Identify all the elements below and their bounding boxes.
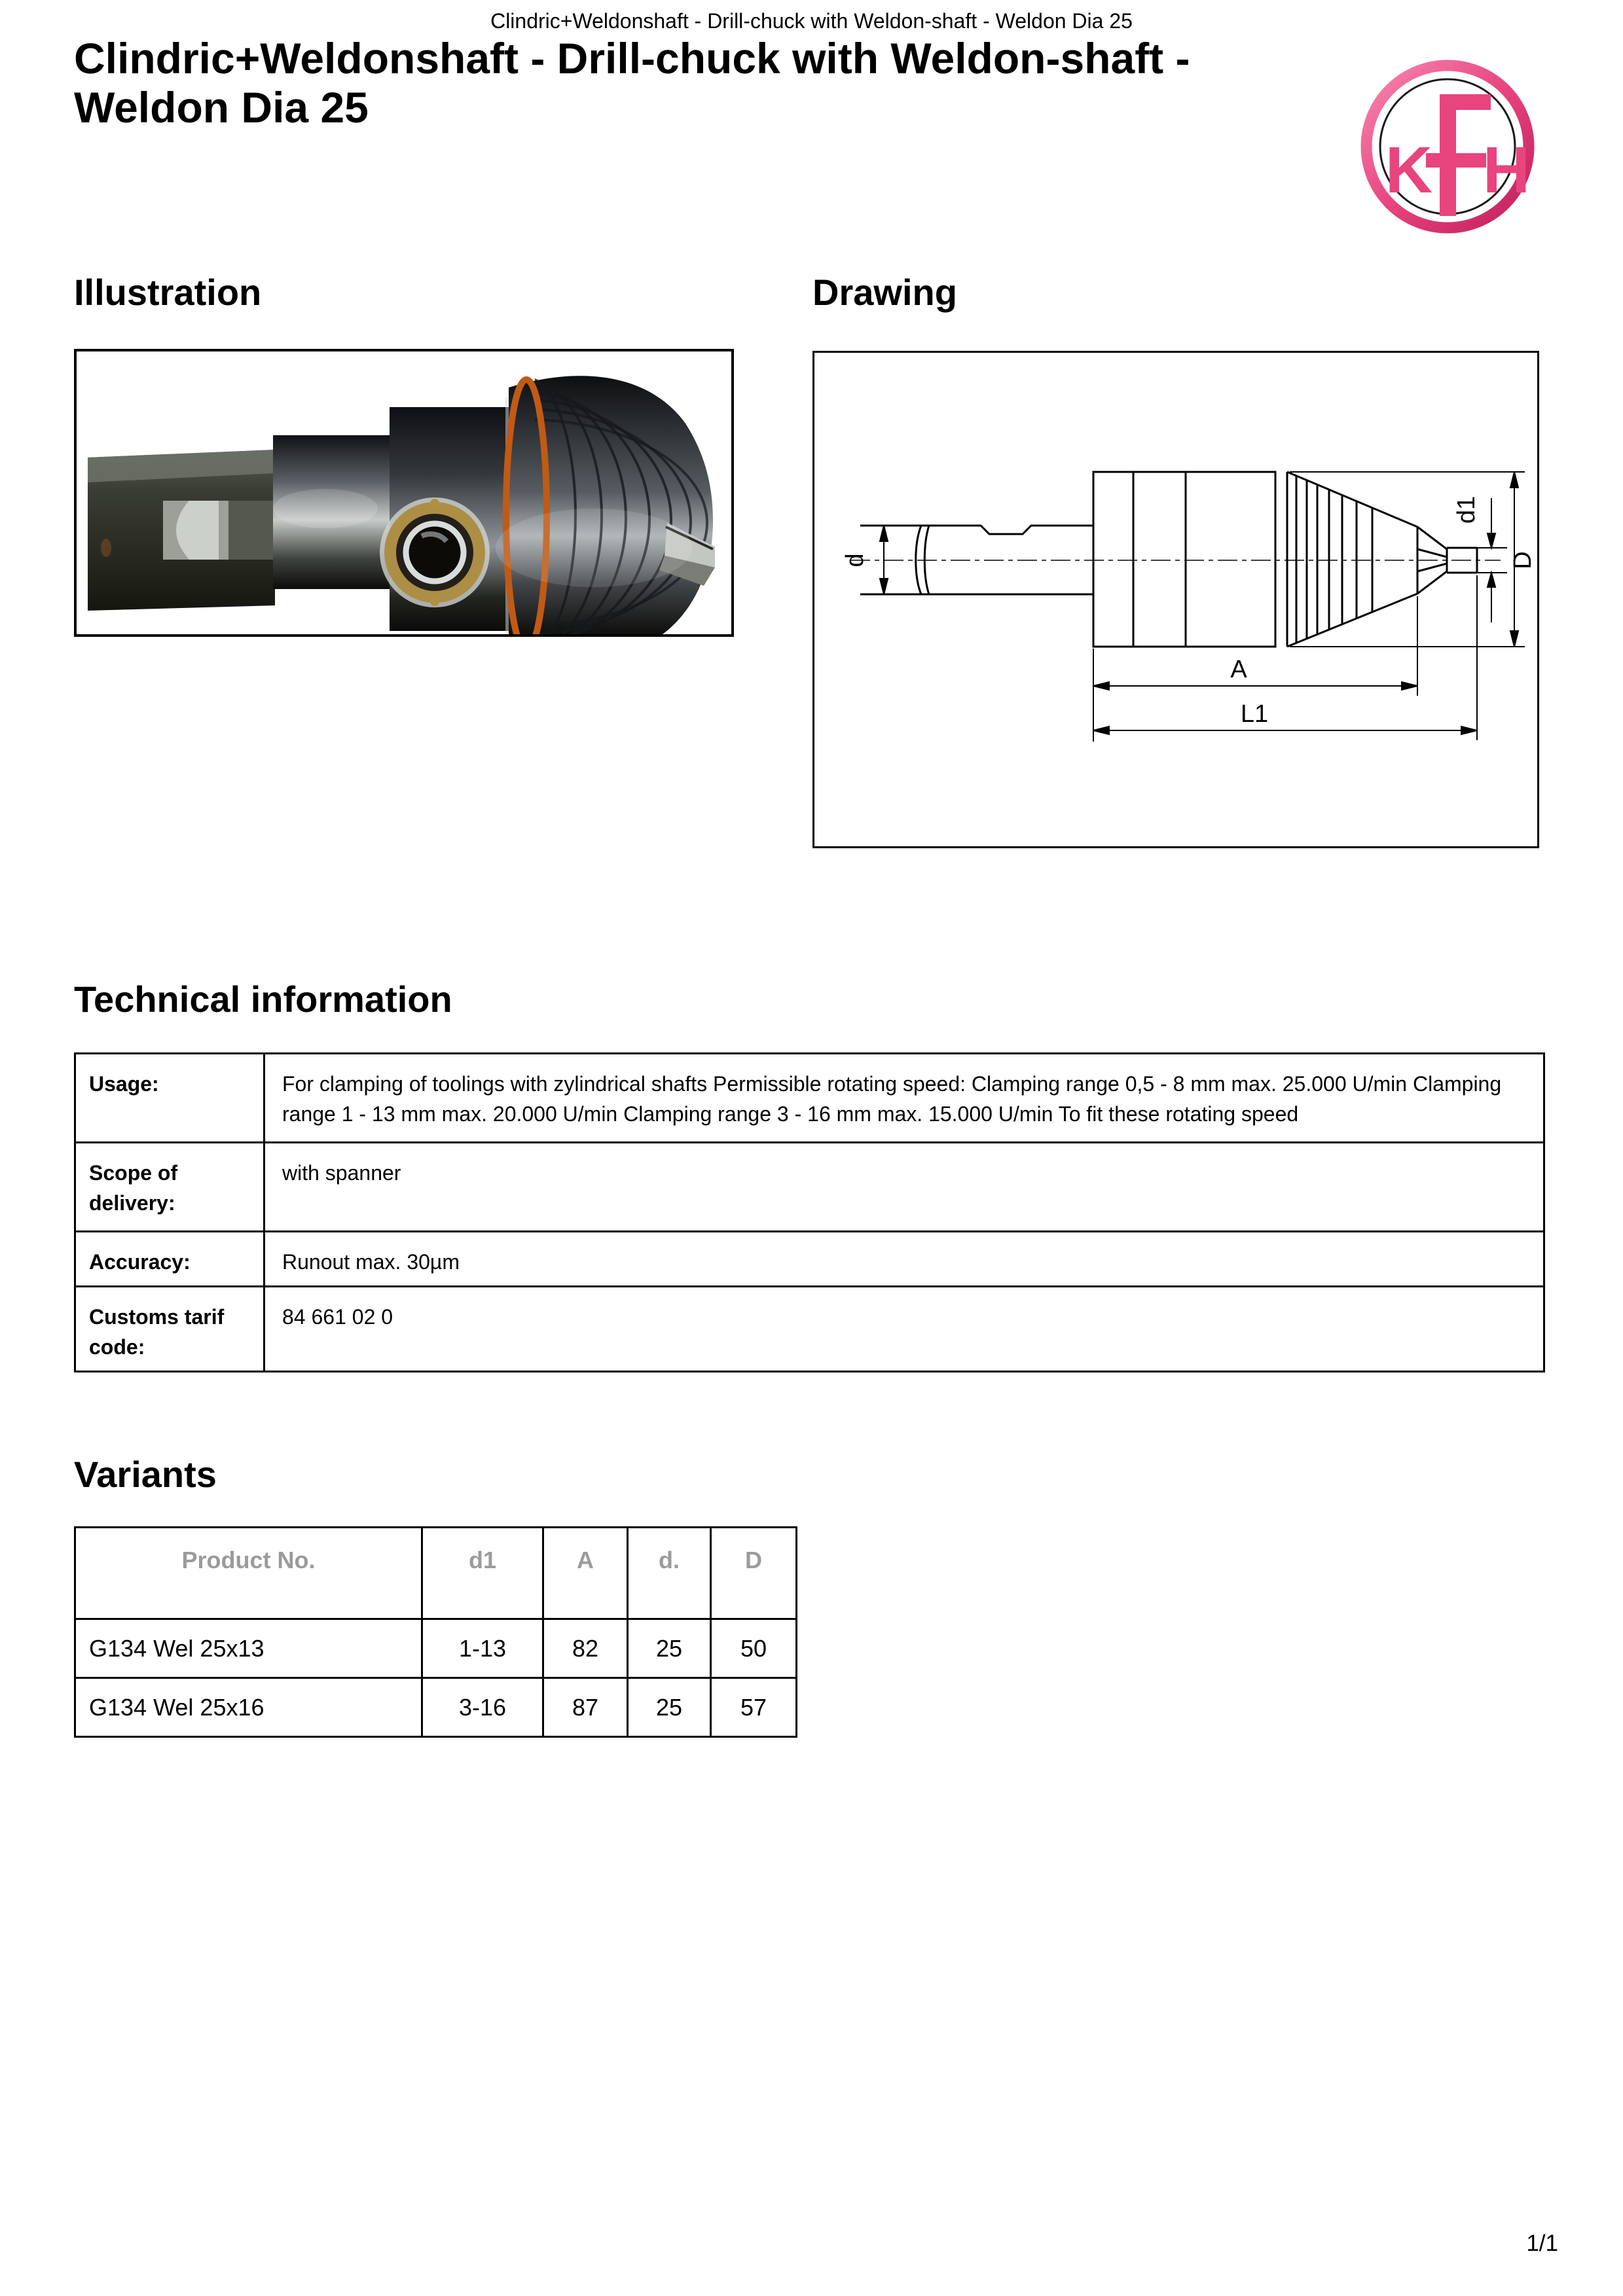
variant-product-no: G134 Wel 25x13 bbox=[75, 1619, 422, 1678]
page-title: Clindric+Weldonshaft - Drill-chuck with Weldon-shaft - Weldon Dia 25 bbox=[74, 34, 1190, 132]
table-row bbox=[75, 1143, 1544, 1232]
column-header-product-no: Product No. bbox=[75, 1528, 422, 1619]
photo-slot-block bbox=[228, 501, 275, 560]
photo-brass-screw-top bbox=[430, 499, 439, 508]
drill-chuck-photo bbox=[77, 351, 731, 634]
photo-rust-speck bbox=[101, 539, 111, 557]
drawing-heading: Drawing bbox=[812, 272, 957, 313]
kfh-logo-graphic bbox=[1359, 58, 1537, 236]
running-header: Clindric+Weldonshaft - Drill-chuck with Weldon-shaft - Weldon Dia 25 bbox=[490, 9, 1133, 33]
dim-label-L1: L1 bbox=[1240, 700, 1269, 728]
variants-heading: Variants bbox=[74, 1454, 217, 1495]
variant-product-no: G134 Wel 25x16 bbox=[75, 1678, 422, 1737]
tech-row-value: 84 661 02 0 bbox=[264, 1287, 1544, 1372]
tech-row-value: Runout max. 30µm bbox=[264, 1232, 1544, 1287]
technical-heading: Technical information bbox=[74, 978, 452, 1020]
variants-header-row bbox=[75, 1528, 797, 1619]
variant-d1: 1-13 bbox=[422, 1619, 543, 1678]
column-header-A: A bbox=[543, 1528, 628, 1619]
tech-row-value: with spanner bbox=[264, 1143, 1544, 1232]
drawing-dimensions bbox=[880, 472, 1525, 742]
illustration-box bbox=[74, 349, 734, 637]
variant-d: 25 bbox=[628, 1678, 711, 1737]
table-row bbox=[75, 1287, 1544, 1372]
variant-d1: 3-16 bbox=[422, 1678, 543, 1737]
table-row bbox=[75, 1678, 797, 1737]
variant-D: 57 bbox=[711, 1678, 797, 1737]
variant-d: 25 bbox=[628, 1619, 711, 1678]
dim-label-D: D bbox=[1509, 551, 1537, 569]
logo-letter-h: H bbox=[1482, 134, 1531, 207]
dim-label-d1: d1 bbox=[1453, 495, 1480, 524]
drawing-box bbox=[812, 351, 1539, 848]
kfh-logo bbox=[1359, 58, 1537, 236]
column-header-d1: d1 bbox=[422, 1528, 543, 1619]
column-header-d: d. bbox=[628, 1528, 711, 1619]
variant-A: 87 bbox=[543, 1678, 628, 1737]
tech-row-label: Scope of delivery: bbox=[75, 1143, 264, 1232]
tech-row-label: Accuracy: bbox=[75, 1232, 264, 1287]
photo-brass-screw-bottom bbox=[430, 597, 439, 606]
table-row bbox=[75, 1619, 797, 1678]
table-row bbox=[75, 1232, 1544, 1287]
page-number: 1/1 bbox=[1526, 2231, 1558, 2256]
tech-row-value: For clamping of toolings with zylindrical shafts Permissible rotating speed: Clamping range 0,5 - 8 mm max. 25.000 U/min Clamping range 1 - 13 mm max. 20.000 U/min Clamping range 3 - 16 mm max. 15.000 U/min To fit these rotating speed bbox=[264, 1054, 1544, 1143]
variants-table bbox=[74, 1526, 797, 1738]
technical-drawing bbox=[814, 353, 1537, 846]
column-header-D: D bbox=[711, 1528, 797, 1619]
technical-table bbox=[74, 1052, 1545, 1372]
tech-row-label: Usage: bbox=[75, 1054, 264, 1143]
illustration-heading: Illustration bbox=[74, 272, 262, 313]
dim-label-d: d bbox=[841, 553, 869, 567]
logo-letter-k: K bbox=[1385, 134, 1433, 207]
variant-A: 82 bbox=[543, 1619, 628, 1678]
dim-label-A: A bbox=[1230, 656, 1247, 683]
tech-row-label: Customs tarif code: bbox=[75, 1287, 264, 1372]
variant-D: 50 bbox=[711, 1619, 797, 1678]
table-row bbox=[75, 1054, 1544, 1143]
photo-neck-highlight bbox=[273, 489, 378, 528]
photo-specular-highlight bbox=[496, 509, 692, 587]
